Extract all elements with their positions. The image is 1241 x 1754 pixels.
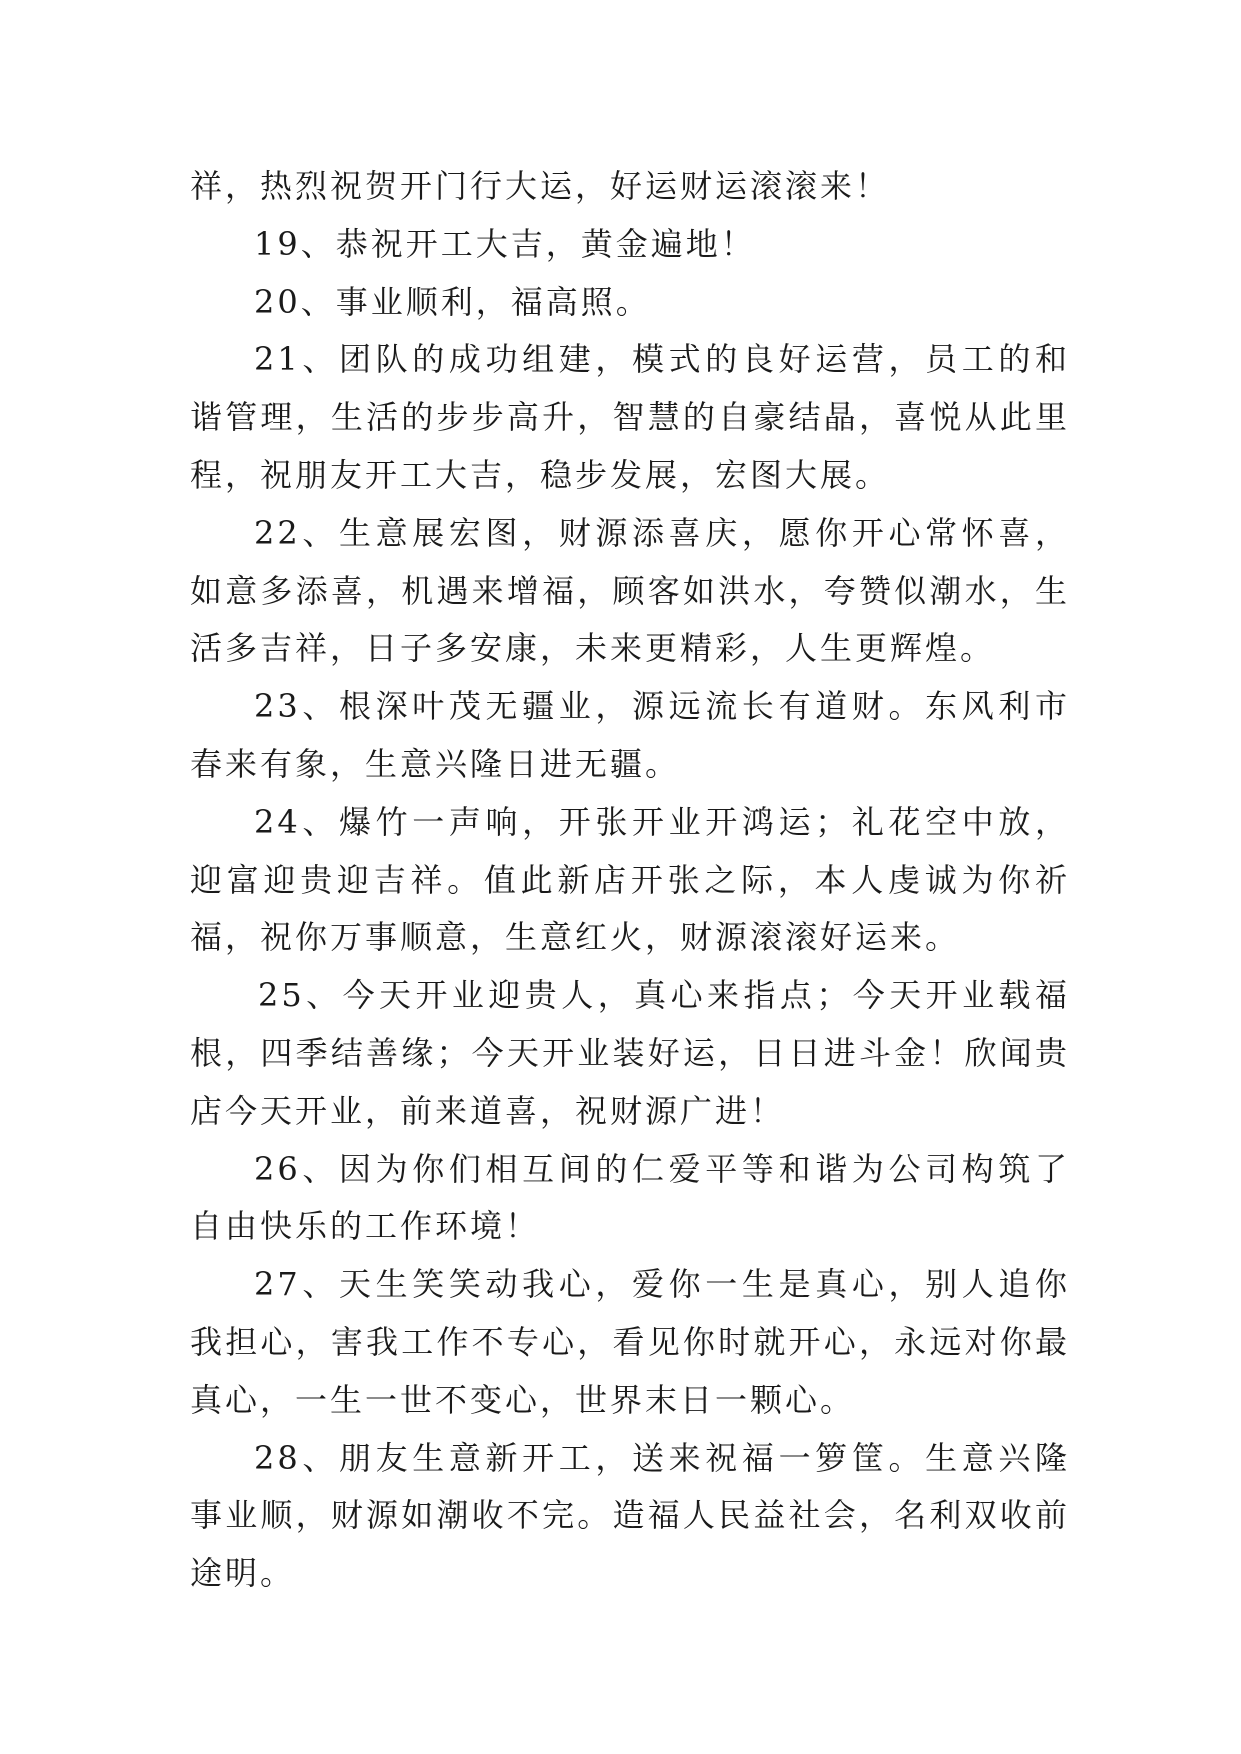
paragraph-24: 24、爆竹一声响，开张开业开鸿运；礼花空中放，迎富迎贵迎吉祥。值此新店开张之际，本人虔诚为你祈福，祝你万事顺意，生意红火，财源滚滚好运来。	[190, 802, 1070, 957]
paragraph-26: 26、因为你们相互间的仁爱平等和谐为公司构筑了自由快乐的工作环境！	[190, 1149, 1070, 1246]
paragraph-19: 19、恭祝开工大吉，黄金遍地！	[254, 224, 756, 263]
paragraph-23: 23、根深叶茂无疆业，源远流长有道财。东风利市春来有象，生意兴隆日进无疆。	[190, 687, 1070, 783]
paragraph-28: 28、朋友生意新开工，送来祝福一箩筐。生意兴隆事业顺，财源如潮收不完。造福人民益社会，名利双收前途明。	[190, 1438, 1070, 1593]
paragraph-27: 27、天生笑笑动我心，爱你一生是真心，别人追你我担心，害我工作不专心，看见你时就开心，永远对你最真心，一生一世不变心，世界末日一颗心。	[190, 1265, 1070, 1419]
paragraph-20: 20、事业顺利，福高照。	[254, 282, 651, 321]
paragraph-18-continuation: 祥，热烈祝贺开门行大运，好运财运滚滚来！	[190, 167, 891, 205]
paragraph-25: 25、今天开业迎贵人，真心来指点；今天开业载福根，四季结善缘；今天开业装好运，日日进斗金！欣闻贵店今天开业，前来道喜，祝财源广进！	[190, 976, 1070, 1130]
paragraph-22: 22、生意展宏图，财源添喜庆，愿你开心常怀喜，如意多添喜，机遇来增福，顾客如洪水，夸赞似潮水，生活多吉祥，日子多安康，未来更精彩，人生更辉煌。	[190, 513, 1070, 668]
document-body	[190, 158, 1070, 1603]
paragraph-21: 21、团队的成功组建，模式的良好运营，员工的和谐管理，生活的步步高升，智慧的自豪结晶，喜悦从此里程，祝朋友开工大吉，稳步发展，宏图大展。	[190, 340, 1070, 494]
